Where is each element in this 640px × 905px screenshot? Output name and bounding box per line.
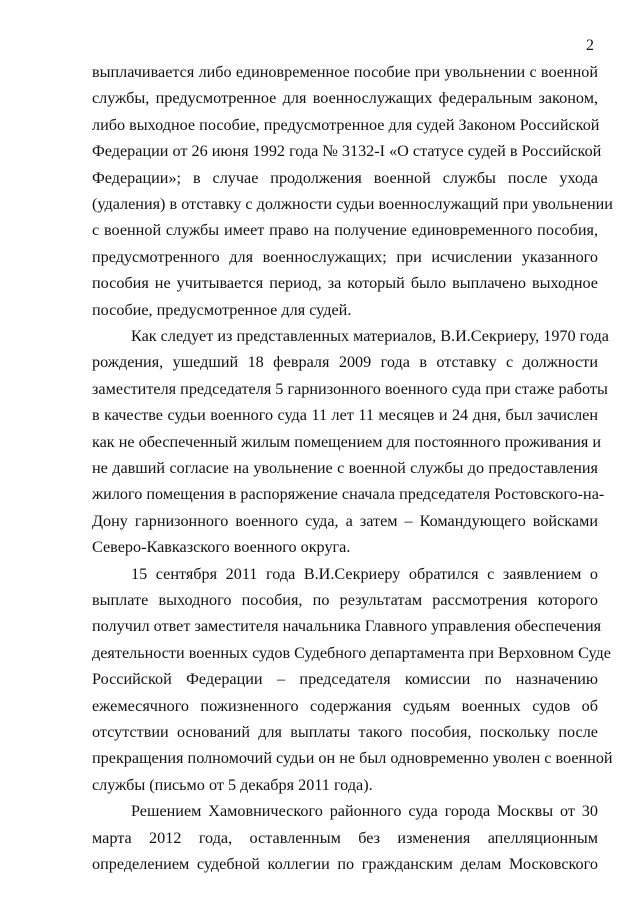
text-line: марта 2012 года, оставленным без изменения апелляционным [92,828,598,847]
text-line: заместителя председателя 5 гарнизонного военного суда при стаже работы [92,379,608,398]
text-line: службы, предусмотренное для военнослужащих федеральным законом, [92,89,598,108]
text-line: Как следует из представленных материалов, В.И.Секриеру, 1970 года [131,327,609,345]
text-line: получил ответ заместителя начальника Главного управления обеспечения [92,617,602,636]
text-line: Федерации от 26 июня 1992 года № 3132-I «О статусе судей в Российской [92,142,602,161]
text-line: пособие, предусмотренное для судей. [92,300,352,319]
text-line: с военной службы имеет право на получение единовременного пособия, [92,221,598,240]
text-line: 15 сентября 2011 года В.И.Секриеру обратился с заявлением о [131,564,598,583]
text-line: Дону гарнизонного военного суда, а затем – Командующего войсками [92,511,598,530]
page-number: 2 [586,37,594,54]
text-line: деятельности военных судов Судебного департамента при Верховном Суде [92,643,611,662]
text-line: жилого помещения в распоряжение сначала председателя Ростовского-на- [92,485,605,504]
text-line: службы (письмо от 5 декабря 2011 года). [92,775,373,794]
text-line: (удаления) в отставку с должности судьи военнослужащий при увольнении [92,195,613,213]
text-line: выплате выходного пособия, по результатам рассмотрения которого [92,591,598,609]
text-line: выплачивается либо единовременное пособие при увольнении с военной [92,63,598,81]
text-line: Федерации»; в случае продолжения военной службы после ухода [92,168,598,187]
text-line: отсутствии оснований для выплаты такого пособия, поскольку после [92,723,598,741]
text-line: в качестве судьи военного суда 11 лет 11 месяцев и 24 дня, был зачислен [92,406,598,425]
text-line: рождения, ушедший 18 февраля 2009 года в отставку с должности [92,353,598,372]
text-line: пособия не учитывается период, за который было выплачено выходное [92,274,598,293]
text-line: либо выходное пособие, предусмотренное для судей Законом Российской [92,115,600,134]
text-line: Российской Федерации – председателя комиссии по назначению [92,670,598,689]
text-line: не давший согласие на увольнение с военной службы до предоставления [92,459,598,477]
text-line: предусмотренного для военнослужащих; при исчислении указанного [92,247,598,266]
text-line: Решением Хамовнического районного суда города Москвы от 30 [131,802,598,821]
text-line: как не обеспеченный жилым помещением для постоянного проживания и [92,432,602,451]
text-line: определением судебной коллегии по гражданским делам Московского [92,855,598,873]
text-line: ежемесячного пожизненного содержания судьям военных судов об [92,696,598,715]
text-line: Северо-Кавказского военного округа. [92,538,351,557]
text-line: прекращения полномочий судьи он не был одновременно уволен с военной [92,749,613,768]
